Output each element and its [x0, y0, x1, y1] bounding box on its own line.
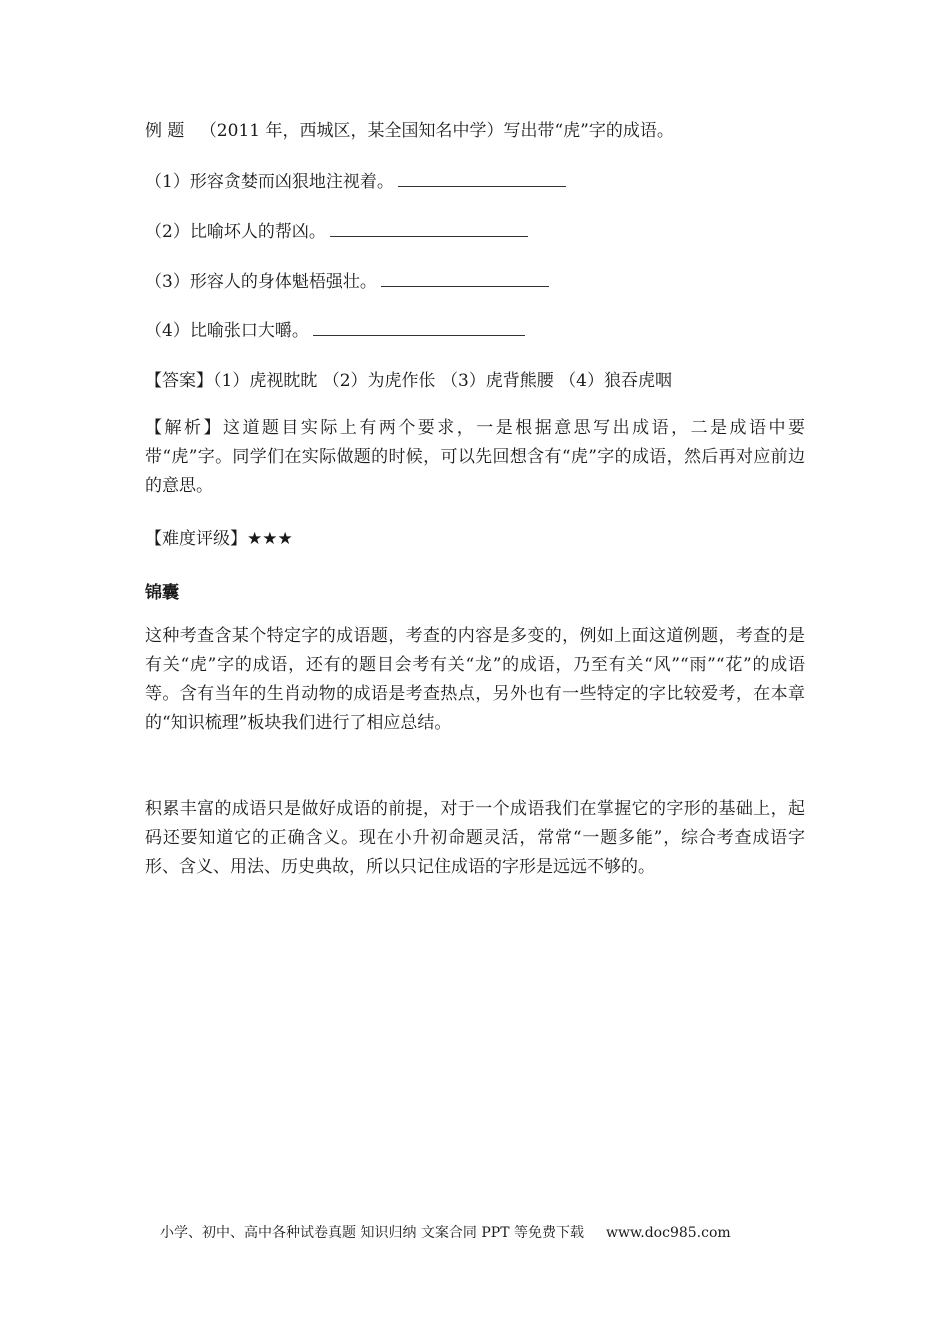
answer-line	[145, 371, 672, 391]
answer-text: （1）虎视眈眈 （2）为虎作伥 （3）虎背熊腰 （4）狼吞虎咽	[213, 371, 672, 391]
question-2	[145, 222, 528, 242]
question-3	[145, 272, 549, 292]
difficulty-line	[145, 529, 293, 549]
difficulty-label: 【难度评级】	[145, 529, 247, 549]
footer-url[interactable]: www.doc985.com	[605, 1225, 731, 1241]
analysis-paragraph	[145, 414, 805, 501]
analysis-label: 【解析】	[145, 418, 223, 438]
tips-paragraph-1: 这种考查含某个特定字的成语题，考查的内容是多变的，例如上面这道例题，考查的是有关“虎”字的成语，还有的题目会考有关“龙”的成语，乃至有关“风”“雨”“花”的成语等。含有当年的生肖动物的成语是考查热点，另外也有一些特定的字比较爱考，在本章的“知识梳理”板块我们进行了相应总结。	[145, 626, 805, 733]
answer-blank[interactable]	[398, 172, 566, 187]
answer-blank[interactable]	[330, 222, 528, 237]
question-1	[145, 172, 566, 192]
example-text: （2011 年，西城区，某全国知名中学）写出带“虎”字的成语。	[199, 121, 674, 141]
tips-heading: 锦囊	[145, 583, 179, 603]
question-4	[145, 321, 525, 341]
answer-blank[interactable]	[381, 272, 549, 287]
footer-text: 小学、初中、高中各种试卷真题 知识归纳 文案合同 PPT 等免费下载	[160, 1225, 584, 1241]
page-footer	[160, 1222, 731, 1242]
analysis-text: 这道题目实际上有两个要求，一是根据意思写出成语，二是成语中要带“虎”字。同学们在实际做题的时候，可以先回想含有“虎”字的成语，然后再对应前边的意思。	[145, 418, 806, 496]
answer-blank[interactable]	[313, 321, 525, 336]
difficulty-stars: ★★★	[247, 529, 293, 549]
question-text: （1）形容贪婪而凶狠地注视着。	[145, 172, 394, 192]
example-label: 例 题	[145, 121, 185, 141]
question-text: （4）比喻张口大嚼。	[145, 321, 309, 341]
question-text: （3）形容人的身体魁梧强壮。	[145, 272, 377, 292]
tips-paragraph-2: 积累丰富的成语只是做好成语的前提，对于一个成语我们在掌握它的字形的基础上，起码还要知道它的正确含义。现在小升初命题灵活，常常“一题多能”，综合考查成语字形、含义、用法、历史典故，所以只记住成语的字形是远远不够的。	[145, 799, 805, 877]
example-line	[145, 121, 674, 141]
question-text: （2）比喻坏人的帮凶。	[145, 222, 326, 242]
answer-label: 【答案】	[145, 371, 213, 391]
